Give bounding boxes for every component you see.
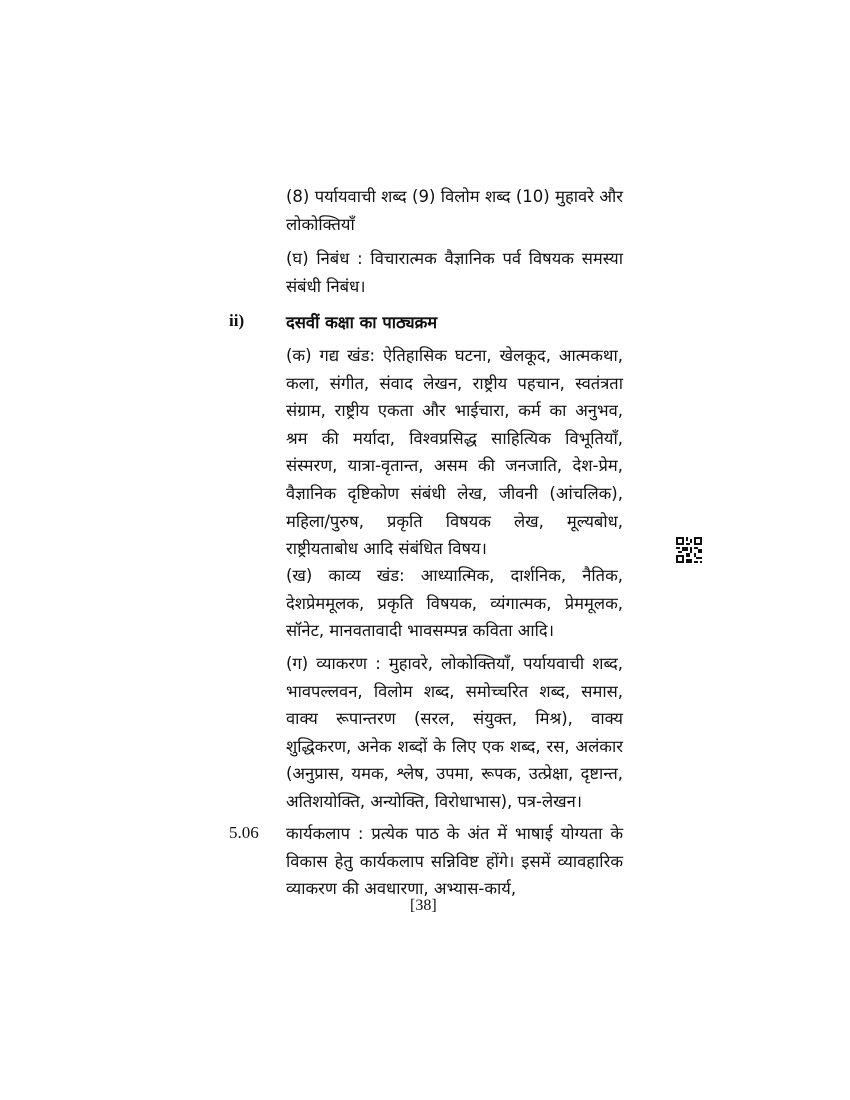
qr-code-icon[interactable]: [676, 537, 702, 563]
synonyms-antonyms-paragraph: (8) पर्यायवाची शब्द (9) विलोम शब्द (10) मुहावरे और लोकोक्तियाँ: [286, 187, 623, 234]
clause-number: 5.06: [229, 823, 259, 842]
grammar-section-paragraph: (ग) व्याकरण : मुहावरे, लोकोक्तियाँ, पर्यायवाची शब्द, भावपल्लवन, विलोम शब्द, समोच्चरित शब्द, समास, वाक्य रूपान्तरण (सरल, संयुक्त, मिश्र), वाक्य शुद्धिकरण, अनेक शब्दों के लिए एक शब्द, रस, अलंकार (अनुप्रास, यमक, श्लेष, उपमा, रूपक, उत्प्रेक्षा, दृष्टान्त, अतिशयोक्ति, अन्योक्ति, विरोधाभास), पत्र-लेखन।: [286, 654, 623, 811]
prose-section-paragraph: (क) गद्य खंड: ऐतिहासिक घटना, खेलकूद, आत्मकथा, कला, संगीत, संवाद लेखन, राष्ट्रीय पहचान, स्वतंत्रता संग्राम, राष्ट्रीय एकता और भाईचारा, कर्म का अनुभव, श्रम की मर्यादा, विश्वप्रसिद्ध साहित्यिक विभूतियाँ, संस्मरण, यात्रा-वृतान्त, असम की जनजाति, देश-प्रेम, वैज्ञानिक दृष्टिकोण संबंधी लेख, जीवनी (आंचलिक), महिला/पुरुष, प्रकृति विषयक लेख, मूल्यबोध, राष्ट्रीयताबोध आदि संबंधित विषय।: [286, 346, 623, 559]
section-heading: दसवीं कक्षा का पाठ्यक्रम: [286, 313, 438, 332]
page-number: [38]: [410, 897, 437, 914]
poetry-section-paragraph: (ख) काव्य खंड: आध्यात्मिक, दार्शनिक, नैतिक, देशप्रेममूलक, प्रकृति विषयक, व्यंगात्मक, प्रेममूलक, सॉनेट, मानवतावादी भावसम्पन्न कविता आदि।: [286, 566, 623, 641]
section-number: ii): [229, 311, 245, 330]
essay-paragraph: (घ) निबंध : विचारात्मक वैज्ञानिक पर्व विषयक समस्या संबंधी निबंध।: [286, 249, 623, 296]
activities-paragraph: कार्यकलाप : प्रत्येक पाठ के अंत में भाषाई योग्यता के विकास हेतु कार्यकलाप सन्निविष्ट होंगे। इसमें व्यावहारिक व्याकरण की अवधारणा, अभ्यास-कार्य,: [286, 824, 623, 899]
